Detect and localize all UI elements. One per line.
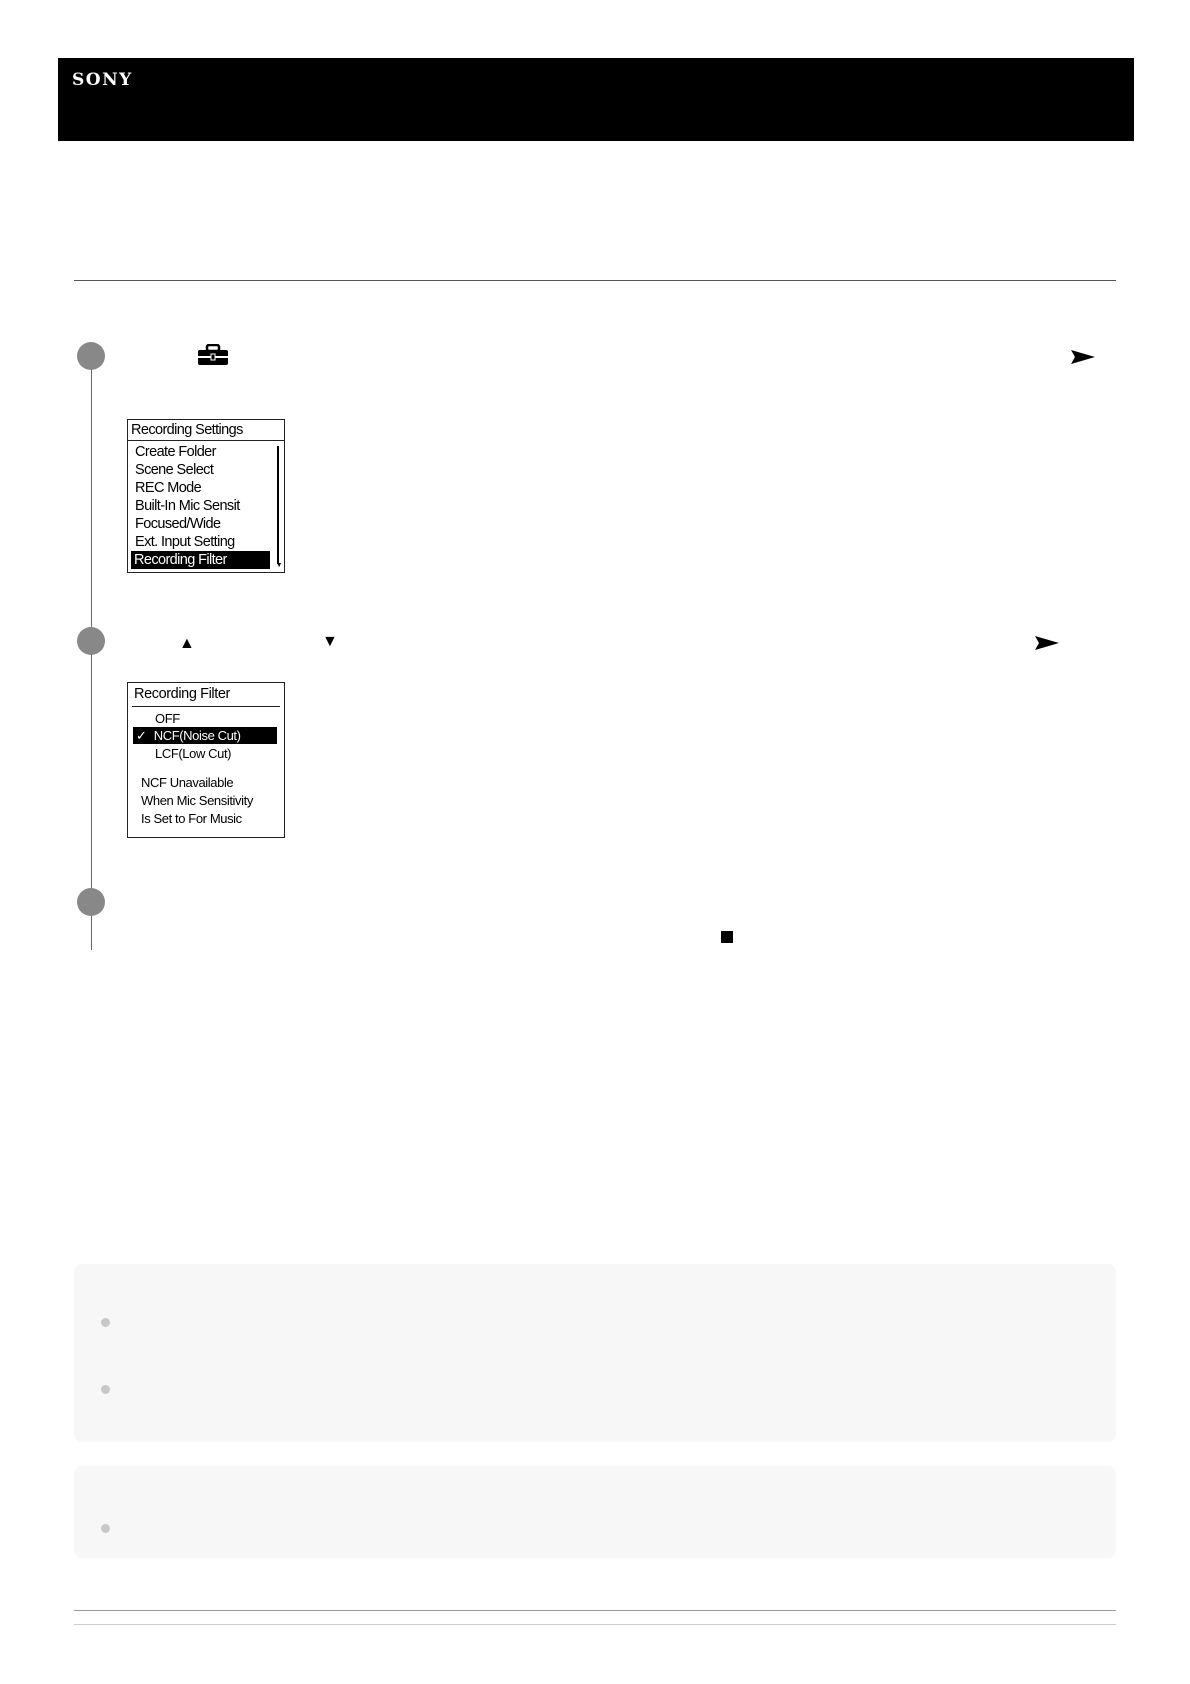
header-bar	[58, 58, 1134, 141]
menu-item: Ext. Input Setting	[135, 534, 235, 550]
bullet-icon	[101, 1524, 110, 1533]
menu-item: Built-In Mic Sensit	[135, 498, 240, 514]
play-triangle-icon	[1035, 636, 1059, 650]
sony-logo: SONY	[72, 70, 133, 90]
filter-option-label: NCF(Noise Cut)	[153, 728, 241, 743]
toolbox-icon	[197, 344, 229, 366]
footer-divider	[74, 1624, 1116, 1625]
filter-option: OFF	[155, 711, 180, 726]
screen-note-line: NCF Unavailable	[141, 775, 234, 790]
menu-item: Scene Select	[135, 462, 214, 478]
screen-note-line: Is Set to For Music	[141, 811, 242, 826]
stop-square-icon	[721, 931, 733, 943]
scrollbar	[277, 446, 279, 564]
play-triangle-icon	[1071, 350, 1095, 364]
footer-divider	[74, 1610, 1116, 1611]
menu-item: Focused/Wide	[135, 516, 221, 532]
up-arrow-icon: ▲	[179, 635, 195, 652]
screen-title: Recording Filter	[134, 686, 230, 702]
screen-note-line: When Mic Sensitivity	[141, 793, 253, 808]
menu-item: Create Folder	[135, 444, 216, 460]
menu-item-selected: Recording Filter	[131, 551, 270, 569]
recording-filter-screen	[127, 682, 285, 838]
down-arrow-icon: ▼	[322, 633, 338, 650]
screen-title: Recording Settings	[131, 422, 243, 438]
recording-settings-screen	[127, 419, 285, 573]
step-1-marker	[77, 342, 105, 370]
bullet-icon	[101, 1385, 110, 1394]
bullet-icon	[101, 1318, 110, 1327]
step-2-marker	[77, 627, 105, 655]
screen-title-divider	[132, 706, 280, 707]
note-box	[74, 1466, 1116, 1558]
title-divider	[74, 280, 1116, 281]
hint-box	[74, 1264, 1116, 1442]
check-icon: ✓	[136, 728, 147, 743]
filter-option-selected	[133, 727, 277, 744]
menu-item: REC Mode	[135, 480, 202, 496]
filter-option: LCF(Low Cut)	[155, 746, 232, 761]
screen-title-divider	[128, 440, 284, 441]
scroll-down-icon: ▼	[275, 562, 282, 569]
step-3-marker	[77, 888, 105, 916]
